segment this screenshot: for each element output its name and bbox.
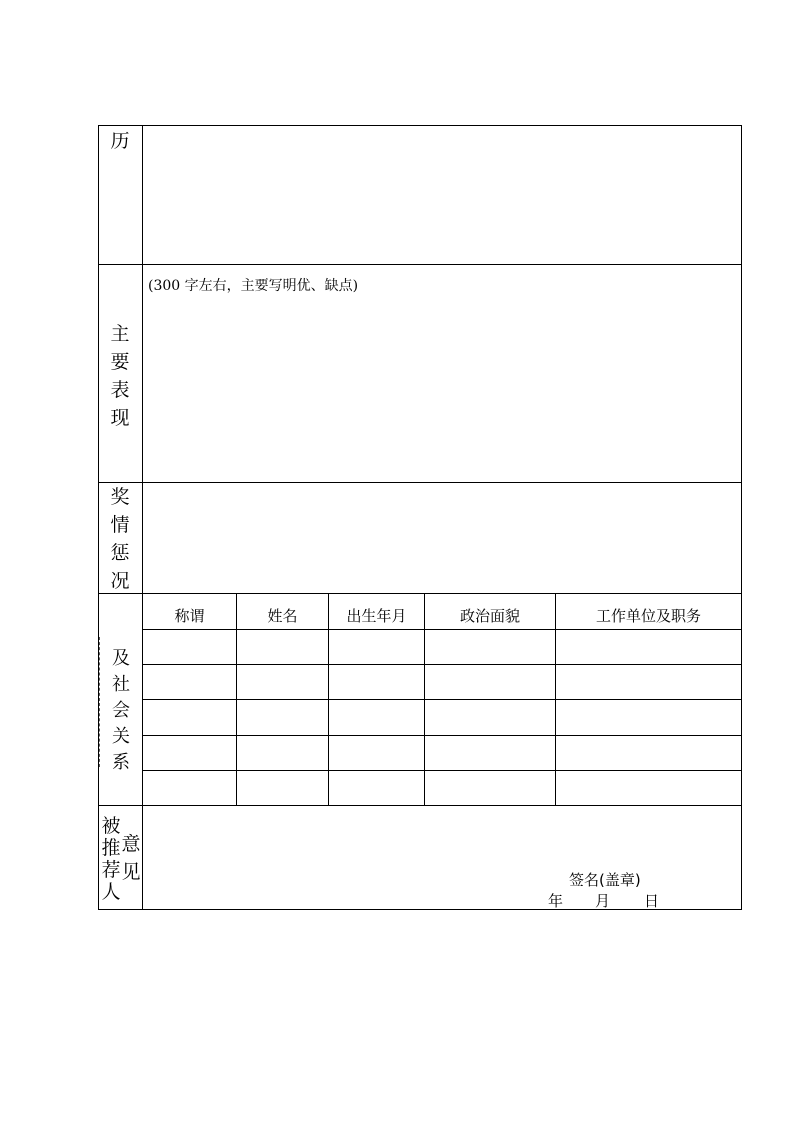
- relations-fragment-marks: [99, 637, 103, 767]
- signature-label: 签名(盖章): [569, 871, 641, 889]
- rewards-content-area[interactable]: [143, 483, 741, 593]
- opinion-label-left: 被 推 荐 人: [101, 815, 121, 903]
- relations-label: 及 社 会 关 系: [112, 648, 130, 773]
- rewards-label: 奖 情 惩 况: [110, 486, 130, 592]
- performance-note: (300 字左右，主要写明优、缺点): [148, 278, 359, 294]
- table-row-line: [142, 735, 742, 736]
- opinion-content-area[interactable]: [143, 806, 741, 866]
- date-year: 年: [548, 892, 564, 910]
- table-row-line: [142, 699, 742, 700]
- date-month: 月: [595, 892, 611, 910]
- performance-content-area[interactable]: [143, 300, 741, 482]
- form-right-border: [741, 125, 742, 910]
- history-content-area[interactable]: [143, 126, 741, 264]
- opinion-label-right: 意 见: [121, 833, 141, 883]
- table-row-line: [142, 664, 742, 665]
- performance-label: 主 要 表 现: [110, 323, 130, 429]
- divider-history: [98, 264, 742, 265]
- recommendation-form: [98, 125, 742, 910]
- header-employer-position: 工作单位及职务: [595, 607, 701, 625]
- table-row-line: [142, 629, 742, 630]
- table-row-line: [142, 770, 742, 771]
- header-birth: 出生年月: [346, 607, 407, 625]
- history-label: 历: [110, 130, 130, 152]
- header-title: 称谓: [174, 607, 205, 625]
- header-political-status: 政治面貌: [459, 607, 520, 625]
- date-day: 日: [644, 892, 660, 910]
- header-name: 姓名: [267, 607, 298, 625]
- divider-rewards: [98, 593, 742, 594]
- form-left-border: [98, 125, 99, 910]
